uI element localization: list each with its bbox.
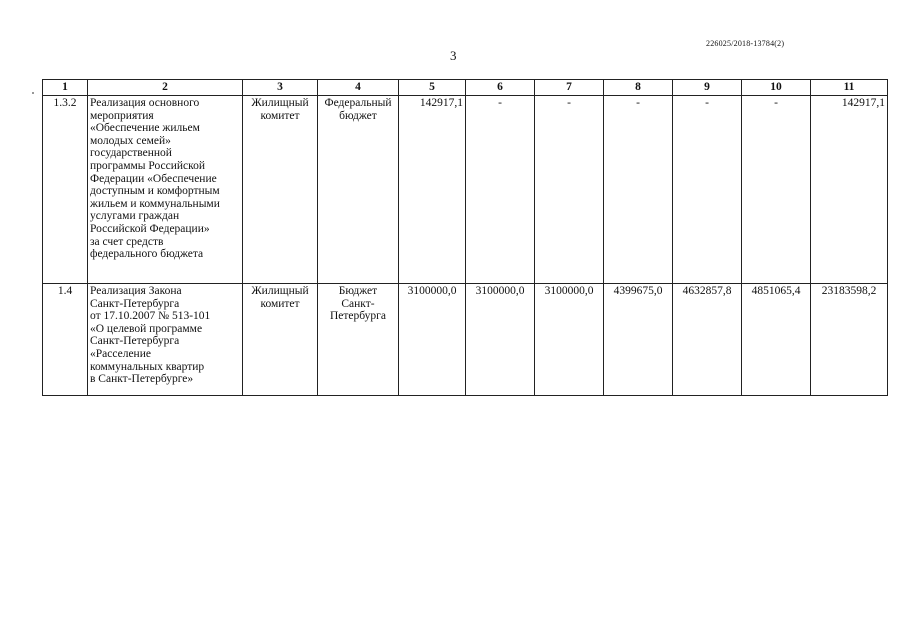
column-header-7: 7	[535, 80, 604, 96]
row-value-11: 23183598,2	[811, 284, 888, 396]
row-value-5: 142917,1	[399, 96, 466, 284]
table-header	[43, 80, 888, 96]
column-header-2: 2	[88, 80, 243, 96]
column-header-3: 3	[243, 80, 318, 96]
margin-dot	[32, 92, 34, 94]
budget-table	[42, 79, 888, 396]
column-header-5: 5	[399, 80, 466, 96]
row-value-7: 3100000,0	[535, 284, 604, 396]
row-value-6: 3100000,0	[466, 284, 535, 396]
row-value-9: -	[673, 96, 742, 284]
table-row	[43, 96, 888, 284]
row-value-10: 4851065,4	[742, 284, 811, 396]
row-executor: Жилищный комитет	[243, 96, 318, 284]
row-value-5: 3100000,0	[399, 284, 466, 396]
row-value-11: 142917,1	[811, 96, 888, 284]
row-description: Реализация Закона Санкт-Петербурга от 17.10.2007 № 513-101 «О целевой программе Санкт-Петербурга «Расселение коммунальных квартир в Санкт-Петербурге»	[88, 284, 243, 396]
column-header-1: 1	[43, 80, 88, 96]
row-value-7: -	[535, 96, 604, 284]
row-value-8: 4399675,0	[604, 284, 673, 396]
table-row	[43, 284, 888, 396]
column-header-10: 10	[742, 80, 811, 96]
row-funding-source: Бюджет Санкт- Петербурга	[318, 284, 399, 396]
row-value-10: -	[742, 96, 811, 284]
row-value-9: 4632857,8	[673, 284, 742, 396]
row-executor: Жилищный комитет	[243, 284, 318, 396]
column-header-4: 4	[318, 80, 399, 96]
document-id: 226025/2018-13784(2)	[706, 39, 785, 48]
row-value-8: -	[604, 96, 673, 284]
row-value-6: -	[466, 96, 535, 284]
column-header-11: 11	[811, 80, 888, 96]
row-funding-source: Федеральный бюджет	[318, 96, 399, 284]
row-description: Реализация основного мероприятия «Обеспечение жильем молодых семей» государственной программы Российской Федерации «Обеспечение доступным и комфортным жильем и коммунальными услугами граждан Российской Федерации» за счет средств федерального бюджета	[88, 96, 243, 284]
column-header-9: 9	[673, 80, 742, 96]
row-number: 1.4	[43, 284, 88, 396]
row-number: 1.3.2	[43, 96, 88, 284]
column-header-6: 6	[466, 80, 535, 96]
page-number: 3	[450, 48, 457, 63]
header-row	[43, 80, 888, 96]
column-header-8: 8	[604, 80, 673, 96]
